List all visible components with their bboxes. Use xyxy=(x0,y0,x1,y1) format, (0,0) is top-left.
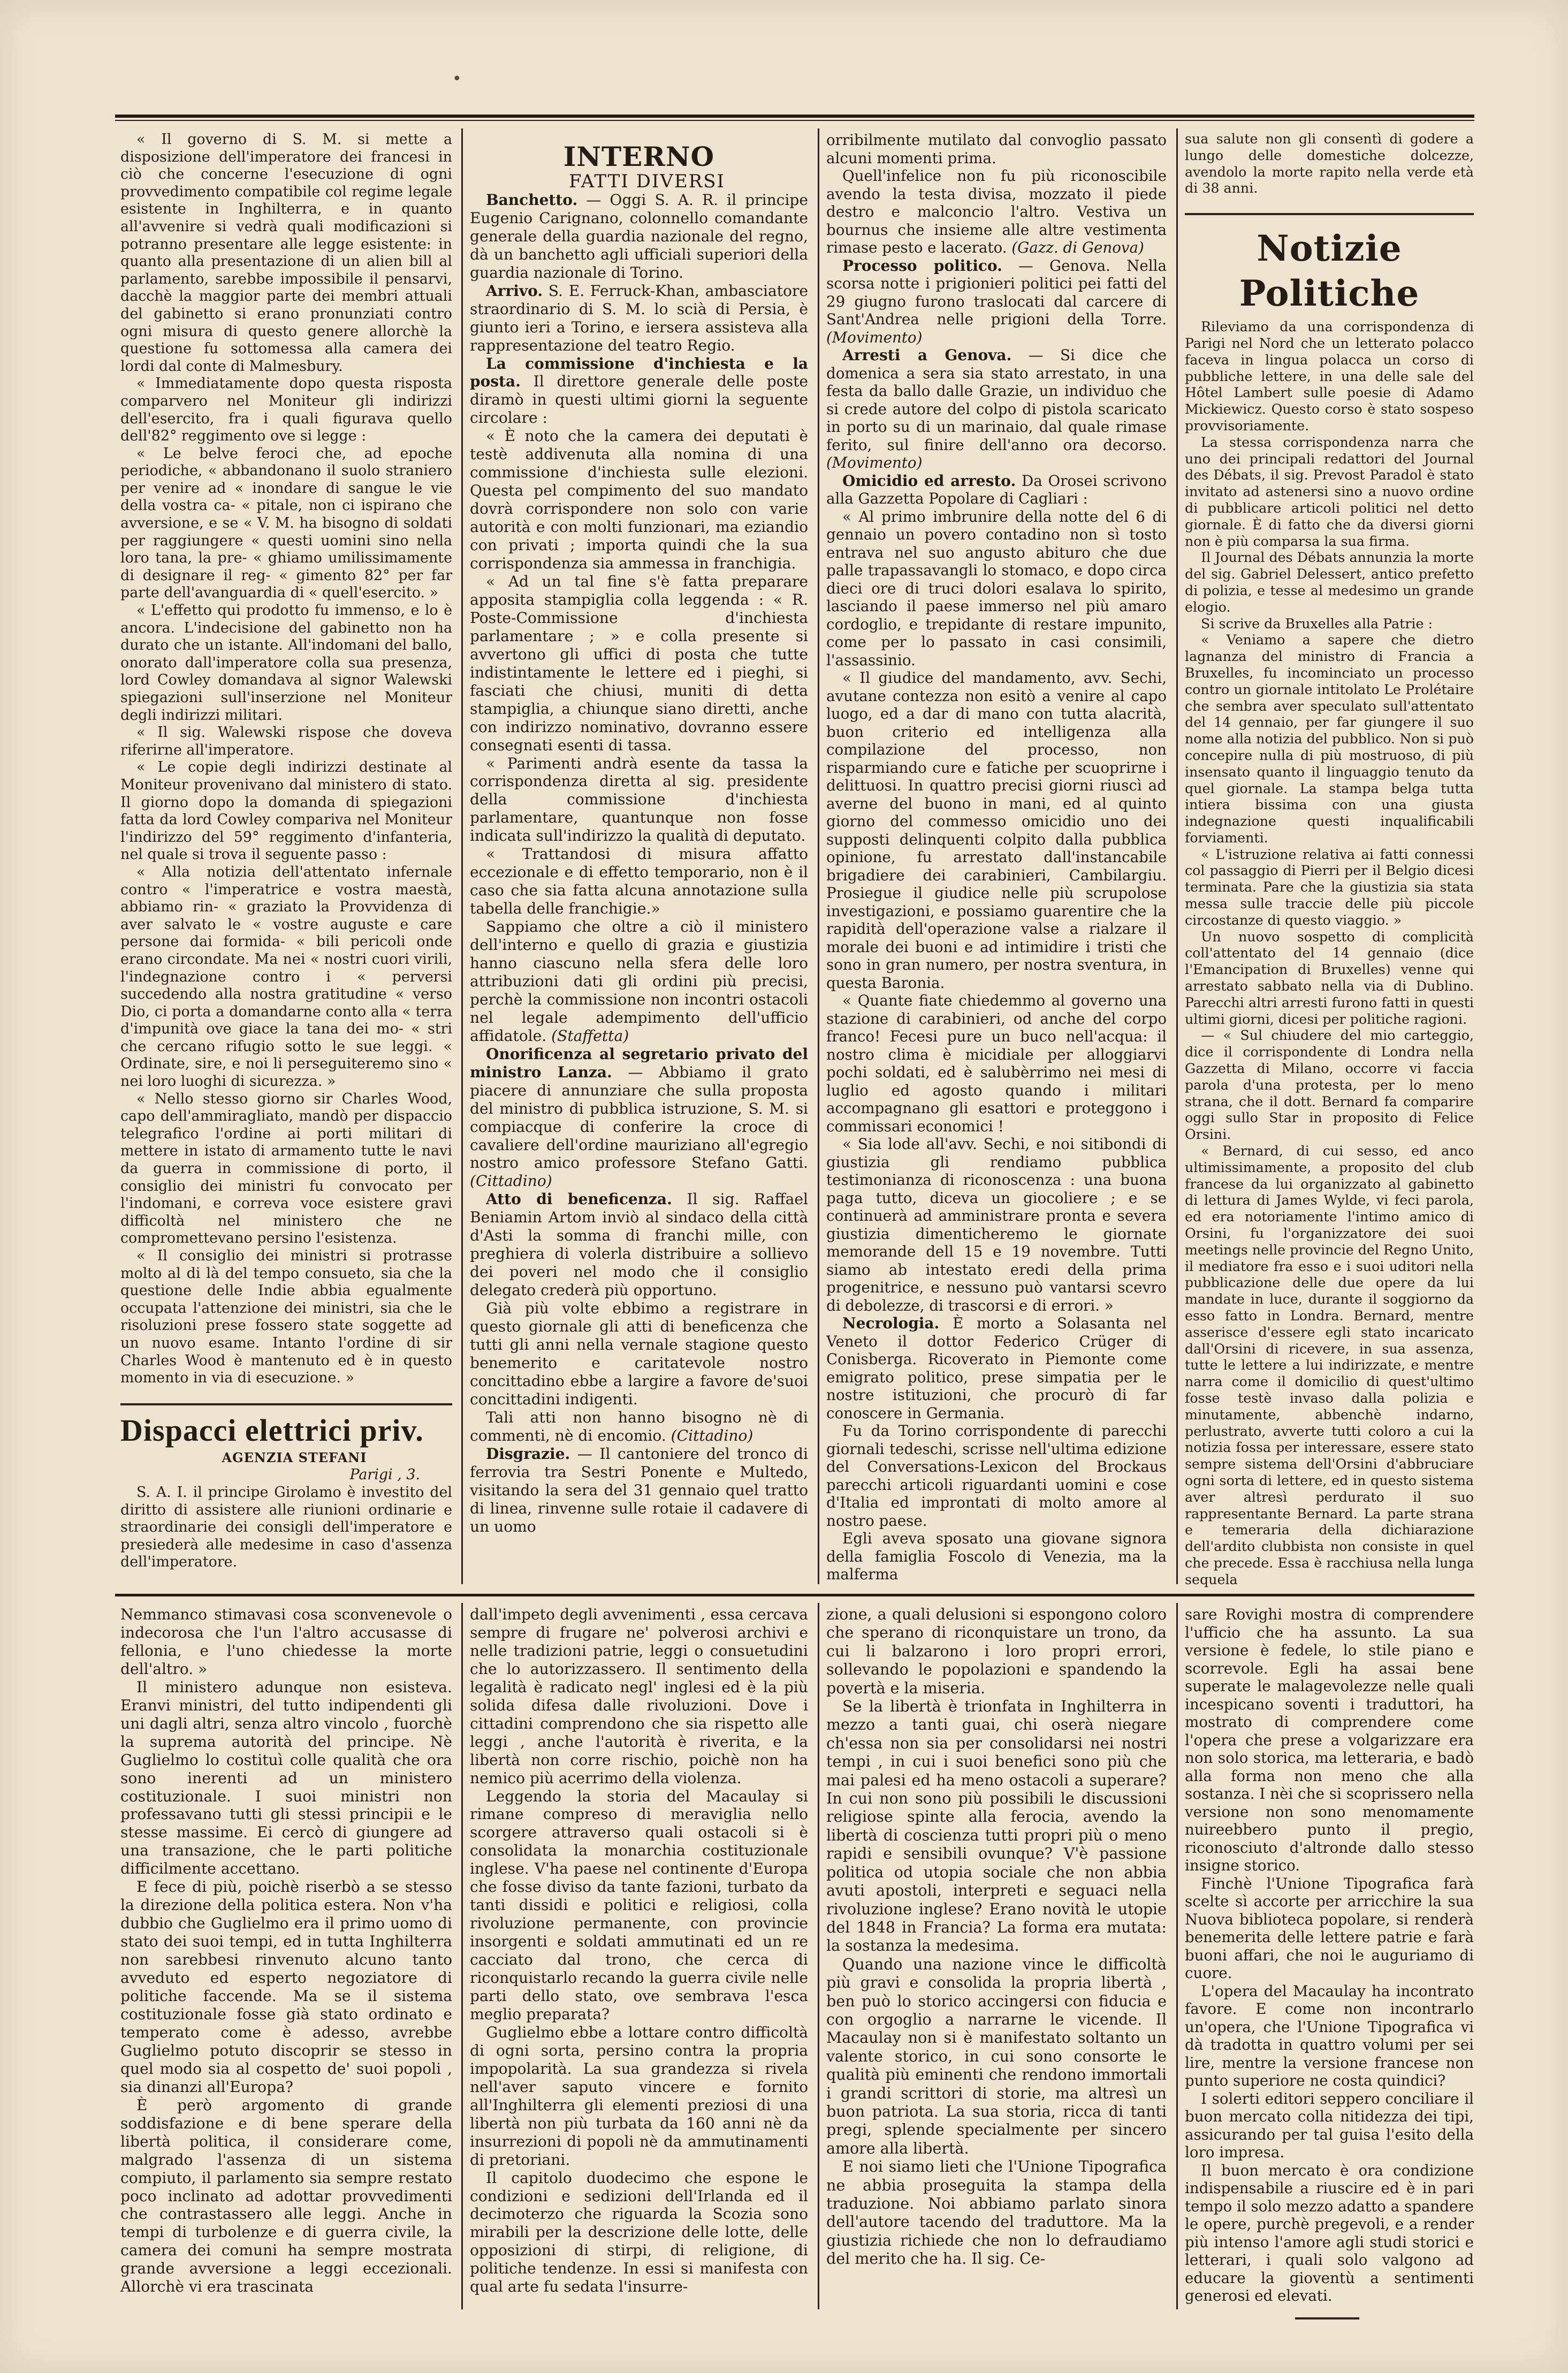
news-text: E noi siamo lieti che l'Unione Tipografica ne abbia proseguita la stampa della traduzione. Noi abbiamo parlato sinora dell'autore tacendo del traduttore. Ma la giustizia richiede che non lo defraudiamo del merito che ha. Il sig. Ce- xyxy=(826,2158,1167,2268)
news-text: Nemmanco stimavasi cosa sconvenevole o indecorosa che l'un l'altro accusasse di fellonia, e l'uno chiedesse la morte dell'altro. » xyxy=(120,1606,452,1678)
section-title-notizie-politiche: Notizie Politiche xyxy=(1239,227,1420,315)
news-item xyxy=(470,2024,808,2169)
news-text: Il capitolo duodecimo che espone le condizioni e sedizioni dell'Irlanda ed il decimoterzo che riguarda la Scozia sono mirabili per la descrizione delle lotte, delle opposizioni di stirpi, di religione, di politiche tendenze. In essi si manifesta con qual arte fu sedata l'insurre- xyxy=(470,2169,808,2296)
news-kicker: Onorificenza al segretario privato del ministro Lanza. xyxy=(470,1045,808,1081)
paragraph: Rileviamo da una corrispondenza di Parigi nel Nord che un letterato polacco faceva in lingua polacca un corso di pubbliche lettere, in una delle sale del Hôtel Lambert sulle poesie di Adamo Mickiewicz. Questo corso è stato sospeso provvisoriamente. xyxy=(1185,319,1474,433)
news-text: I solerti editori seppero conciliare il buon mercato colla nitidezza dei tipi, assicurando per tal guisa l'esito della loro impresa. xyxy=(1185,2089,1474,2161)
column-divider xyxy=(818,1603,819,2309)
column-divider xyxy=(461,128,463,1584)
news-item xyxy=(826,508,1167,670)
news-item xyxy=(470,845,808,918)
news-text: sare Rovighi mostra di comprendere l'ufficio che ha assunto. La sua versione è fedele, lo stile piano e scorrevole. Egli ha assai bene superate le malagevolezze nelle quali incespicano soventi i traduttori, ha mostrato di comprendere come l'opera che prese a volgarizzare era non solo storica, ma letteraria, e badò alla forma non meno che alla sostanza. I nèi che si scoprissero nella versione non sono menomamente nuireebbero punto il pregio, riconosciuto d'altronde dallo stesso insigne storico. xyxy=(1185,1606,1474,1874)
paragraph: Un nuovo sospetto di complicità coll'attentato del 14 gennaio (dice l'Emancipation di Bruxelles) venne qui arrestato sabbato nella via di Dublino. Parecchi altri arresti furono fatti in questi ultimi giorni, dicesi per politiche ragioni. xyxy=(1185,929,1474,1027)
news-item xyxy=(826,472,1167,508)
news-item xyxy=(470,1190,808,1299)
news-item xyxy=(826,1422,1167,1530)
paragraph: « Bernard, di cui sesso, ed anco ultimissimamente, a proposito del club francese da lui organizzato al gabinetto di lettura di James Wylde, vi feci parola, ed era notoriamente l'intimo amico di Orsini, fu l'organizzatore dei suoi meetings nelle provincie del Regno Unito, il mediatore fra esso e i suoi uditori nella pubblicazione delle due opere da lui mandate in luce, durante il soggiorno da esso fatto in Londra. Bernard, mentre asserisce d'essere egli stato incaricato dall'Orsini di ricevere, in sua assenza, tutte le lettere a lui indirizzate, e mentre narra come il domicilio di quest'ultimo fosse testè invaso dalla polizia e minutamente, abbenchè indarno, perlustrato, avverte tutti coloro a cui la notizia fossa per interessare, essere stato sempre sistema dell'Orsini d'abbruciare ogni sorta di lettere, ed in questo sistema aver altresì perdurato il suo rappresentante Bernard. La parte strana e temeraria della dichiarazione dell'ardito clubbista non consiste in quel che precede. Essa è racchiusa nella lunga sequela xyxy=(1185,1143,1474,1587)
news-item xyxy=(826,669,1167,992)
paragraph: Si scrive da Bruxelles alla Patrie : xyxy=(1201,615,1433,632)
news-text: Leggendo la storia del Macaulay si rimane compreso di meraviglia nello scorgere attraverso quali ostacoli si è consolidata la monarchia costituzionale inglese. V'ha paese nel continente d'Europa che fosse diviso da tante fazioni, turbato da tanti dissidi e politici e religiosi, colla rivoluzione permanente, con provincie insorgenti e soldati ammutinati ed un re cacciato dal trono, che cerca di riconquistarlo recando la guerra civile nelle parti dello stato, ove sembrava l'esca meglio preparata? xyxy=(470,1787,808,2023)
news-item xyxy=(470,282,808,355)
news-source: (Movimento) xyxy=(826,454,923,471)
news-item xyxy=(1185,2090,1474,2162)
news-text: « Sia lode all'avv. Sechi, e noi sitibondi di giustizia gli rendiamo pubblica testimonianza di riconoscenza : una buona paga tutto, diceva un giocoliere ; e se continuerà ad amministrare pronta e severa giustizia dimenticheremo le giornate memorande dell 15 e 19 novembre. Tutti siamo ab intestato eredi della prima progenitrice, e nessuno può vantarsi scevro di debolezze, di trascorsi e di errori. » xyxy=(826,1135,1167,1314)
paragraph: « Il sig. Walewski rispose che doveva riferirne all'imperatore. xyxy=(120,724,452,758)
news-item xyxy=(826,1956,1167,2158)
paragraph: Il Journal des Débats annunzia la morte del sig. Gabriel Delessert, antico prefetto di polizia, e tesse al medesimo un grande elogio. xyxy=(1185,550,1474,615)
political-news xyxy=(1185,319,1474,1588)
news-item xyxy=(826,992,1167,1135)
end-rule xyxy=(1295,2317,1359,2319)
news-item xyxy=(470,1606,808,1788)
news-text: E fece di più, poichè riserbò a se stesso la direzione della politica estera. Non v'ha dubbio che Guglielmo era il primo uomo di stato dei suoi tempi, ed in tutta Inghilterra non sarebbesi rinvenuto alcuno tanto avveduto ed esperto negoziatore di politiche faccende. Ma se il sistema costituzionale fosse già stato ordinato e temperato come è adesso, avrebbe Guglielmo potuto discoprir se stesso in quel modo sia al cospetto de' suoi popoli , sia dinanzi all'Europa? xyxy=(120,1878,452,2096)
paragraph: « Il consiglio dei ministri si protrasse molto al di là del tempo consueto, sia che la questione delle Indie abbia egualmente occupata l'attenzione dei ministri, sia che le risoluzioni prese fossero state soggette ad un nuovo esame. Intanto l'ordine di sir Charles Wood è mantenuto ed è in questo momento in via di esecuzione. » xyxy=(120,1248,452,1387)
news-item xyxy=(470,1409,808,1445)
news-text: È morto a Solasanta nel Veneto il dottor Federico Crüger di Conisberga. Ricoverato in Piemonte come emigrato politico, prese simpatia per le nostre istituzioni, che procurò di far conoscere in Germania. xyxy=(826,1314,1167,1422)
news-item xyxy=(470,2169,808,2296)
news-item xyxy=(120,1878,452,2096)
news-kicker: Processo politico. xyxy=(842,256,1002,275)
section-divider xyxy=(120,1403,452,1405)
dispacci-agency: AGENZIA STEFANI xyxy=(222,1449,367,1465)
top-rule xyxy=(115,115,1474,118)
paragraph: « Le belve feroci che, ad epoche periodiche, « abbandonano il suolo straniero per venire ad « inondare di sangue le vie della vostra ca- « pitale, non ci ispirano che avversione, e se « V. M. ha bisogno di soldati per raggiungere « questi uomini sino nella loro tana, la pre- « ghiamo umilissimamente di designare il reg- « gimento 82° per far parte dell'avanguardia di « quell'esercito. » xyxy=(120,445,452,602)
news-item xyxy=(120,2096,452,2296)
column-divider xyxy=(1176,128,1178,1584)
dispacci-title: Dispacci elettrici priv. xyxy=(120,1412,424,1448)
news-item xyxy=(470,355,808,428)
news-text: « Al primo imbrunire della notte del 6 di gennaio un povero contadino non sì tosto entrava nel suo angusto abituro che due palle trapassavangli lo stomaco, e dopo circa dieci ore di truci dolori esalava lo spirito, lasciando il paese immerso nel più amaro cordoglio, e trepidante di restare impunito, come per lo passato in casi consimili, l'assassinio. xyxy=(826,507,1167,669)
news-item xyxy=(826,167,1167,257)
news-item xyxy=(826,1135,1167,1314)
news-text: — Abbiamo il grato piacere di annunziare che sulla proposta del ministro di pubblica istruzione, S. M. si compiacque di conferire la croce di cavaliere dell'ordine mauriziano all'egregio nostro amico professore Stefano Gatti. xyxy=(470,1063,808,1172)
page-mark: • xyxy=(452,70,462,88)
news-item xyxy=(826,1698,1167,1956)
news-item xyxy=(826,1314,1167,1422)
news-item xyxy=(826,346,1167,472)
paragraph: « Le copie degli indirizzi destinate al Moniteur provenivano dal ministero di stato. Il giorno dopo la domanda di spiegazioni fatta da lord Cowley compariva nel Moniteur l'indirizzo del 59° reggimento d'infanteria, nel quale si trova il seguente passo : xyxy=(120,759,452,863)
news-text: Il direttore generale delle poste diramò in questi ultimi giorni la seguente circolare : xyxy=(470,372,808,427)
news-text: Il sig. Raffael Beniamin Artom inviò al sindaco della città d'Asti la somma di franchi mille, con preghiera di volerla distribuire a sollievo dei poveri nel modo che il consiglio delegato crederà più opportuno. xyxy=(470,1190,808,1299)
column-1-top xyxy=(120,131,452,1589)
paragraph: « Immediatamente dopo questa risposta comparvero nel Moniteur gli indirizzi dell'esercito, fra i quali figurava quello dell'82° reggimento ove si legge : xyxy=(120,375,452,445)
section-subtitle: FATTI DIVERSI xyxy=(569,171,725,192)
news-item xyxy=(1185,1606,1474,1875)
news-text: L'opera del Macaulay ha incontrato favore. E come non incontrarlo un'opera, che l'Unione Tipografica vi dà tradotta in quattro volumi per sei lire, mentre la versione francese non punto superiore ne costa quindici? xyxy=(1185,1982,1474,2089)
news-item xyxy=(470,191,808,282)
news-item xyxy=(470,1788,808,2024)
news-text: Finchè l'Unione Tipografica farà scelte sì accorte per arricchire la sua Nuova biblioteca popolare, si renderà benemerita delle lettere patrie e farà buoni affari, che noi le auguriamo di cuore. xyxy=(1185,1874,1474,1982)
news-kicker: La commissione d'inchiesta e la posta. xyxy=(470,354,808,391)
news-item xyxy=(120,1678,452,1878)
news-item xyxy=(826,1530,1167,1584)
column-2-bottom xyxy=(470,1606,808,2312)
news-item xyxy=(470,573,808,755)
news-text: È però argomento di grande soddisfazione e di bene sperare della libertà politica, il considerare come, malgrado l'assenza di un sistema compiuto, il parlamento sia sempre restato poco inclinato ad adottar provvedimenti che contrastassero alle leggi. Anche in tempi di turbolenze e di guerra civile, la camera dei comuni ha sempre mostrata grande avversione a leggi eccezionali. Allorchè vi era trascinata xyxy=(120,2096,452,2296)
news-kicker: Banchetto. xyxy=(486,191,578,209)
news-text: « Il giudice del mandamento, avv. Sechi, avutane contezza non esitò a venire al capo luogo, ed a dar di mano con tutta alacrità, buon criterio ed intelligenza alla compilazione del processo, non risparmiando cure e fatiche per scuoprirne i delittuosi. In quattro precisi giorni riuscì ad averne del buono in mani, ed al quinto giorno del commesso omicidio uno dei supposti delinquenti colpito dalla pubblica opinione, fu arrestato dall'instancabile brigadiere dei carabinieri, Cambilargiu. Prosiegue il giudice nelle più scrupolose investigazioni, e possiamo guarentire che la rapidità dell'operazione valse a rialzare il morale dei buoni e ad intimidire i tristi che sono in gran numero, per nostra sventura, in questa Baronia. xyxy=(826,669,1167,992)
news-kicker: Arrivo. xyxy=(486,282,543,300)
dispacci-text: S. A. I. il principe Girolamo è investito del diritto di assistere alle riunioni ordinarie e straordinarie dei consigli dell'imperatore e presiederà alle medesime in caso d'assenza dell'imperatore. xyxy=(120,1484,452,1571)
section-title-interno: INTERNO xyxy=(563,141,715,172)
paragraph: « Veniamo a sapere che dietro lagnanza del ministro di Francia a Bruxelles, fu incominciato un processo contro un giornale intitolato Le Prolétaire che sembra aver speculato sull'attentato del 14 gennaio, per far giungere il suo nome alla notizia del pubblico. Non si può concepire nulla di più mostruoso, di più insensato quanto il linguaggio tenuto da quel giornale. La stampa belga tutta intiera bissima con una giusta indegnazione questi inqualificabili forviamenti. xyxy=(1185,632,1474,846)
news-item xyxy=(1185,2162,1474,2305)
news-text: Sappiamo che oltre a ciò il ministero dell'interno e quello di grazia e giustizia hanno ciascuno nella sfera delle loro attribuzioni dati gli ordini più precisi, perchè la commissione non incontri ostacoli nel legale adempimento dell'ufficio affidatole. xyxy=(470,918,808,1045)
news-text: — Il cantoniere del tronco di ferrovia tra Sestri Ponente e Multedo, visitando la sera del 31 gennaio quel tratto di linea, rinvenne sulle rotaie il cadavere di un uomo xyxy=(470,1444,808,1535)
news-text: — Si dice che domenica a sera sia stato arrestato, in una festa da ballo dalle Grazie, un individuo che si crede autore del colpo di pistola scaricato in porto su di un marinaio, dal quale rimase ferito, sul finire dell'anno ora decorso. xyxy=(826,346,1167,454)
news-item xyxy=(470,1045,808,1191)
paragraph: — « Sul chiudere del mio carteggio, dice il corrispondente di Londra nella Gazzetta di Milano, occorre vi faccia parola d'una protesta, per lo meno strana, che il dott. Bernard fa comparire oggi sullo Star in proposito di Felice Orsini. xyxy=(1185,1028,1474,1143)
news-text: Quell'infelice non fu più riconoscibile avendo la testa divisa, mozzato il piede destro e malconcio l'altro. Vestiva un bournus che insieme alle altre vestimenta rimase pesto e lacerato. xyxy=(826,167,1167,256)
column-4-bottom xyxy=(1185,1606,1474,2312)
news-text: — Oggi S. A. R. il principe Eugenio Carignano, colonnello comandante generale della guardia nazionale del regno, dà un banchetto agli ufficiali superiori della guardia nazionale di Torino. xyxy=(470,191,808,282)
news-text: Il buon mercato è ora condizione indispensabile a riuscire ed è in pari tempo il solo mezzo adatto a spandere le opere, purchè pregevoli, e a render più intenso l'amore agli studi storici e letterari, i quali solo valgono ad educare la gioventù a sentimenti generosi ed elevati. xyxy=(1185,2161,1474,2304)
news-kicker: Omicidio ed arresto. xyxy=(842,471,1016,490)
news-item xyxy=(826,257,1167,347)
column-divider xyxy=(461,1603,463,2309)
news-item xyxy=(826,1606,1167,1698)
top-rule-thin xyxy=(115,120,1474,121)
news-source: (Cittadino) xyxy=(470,1172,552,1190)
news-item xyxy=(470,918,808,1045)
news-text: « Ad un tal fine s'è fatta preparare apposita stampiglia colla leggenda : « R. Poste-Commissione d'inchiesta parlamentare ; » e colla presente si avvertono gli uffici di posta che tutte indistintamente le lettere ed i pieghi, si fasciati che chiusi, muniti di detta stampiglia, a chiunque siano diretti, anche con indirizzo nominativo, dovranno essere consegnati esenti di tassa. xyxy=(470,572,808,754)
news-text: dall'impeto degli avvenimenti , essa cercava sempre di frugare ne' polverosi archivi e nelle tradizioni patrie, leggi o consuetudini che lo autorizzassero. Il sentimento della legalità è radicato negl' inglesi ed è la più solida difesa dalle rivoluzioni. Dove i cittadini comprendono che sia rispetto alle leggi , anche l'autorità è riverita, e la libertà non corre rischio, poichè non ha nemico più acerrimo della violenza. xyxy=(470,1606,808,1787)
column-4-top xyxy=(1185,131,1474,1589)
news-text: — Genova. Nella scorsa notte i prigionieri politici pei fatti del 29 giugno furono traslocati dal carcere di Sant'Andrea nelle prigioni della Torre. xyxy=(826,256,1167,328)
news-text: Tali atti non hanno bisogno nè di commenti, nè di encomio. xyxy=(470,1408,808,1444)
news-text: Se la libertà è trionfata in Inghilterra in mezzo a tanti guai, chi oserà niegare ch'essa non sia per consolidarsi nei nostri tempi , in cui i suoi benefici sono più che mai palesi ed ha meno ostacoli a superare? In cui non sono più possibili le discussioni religiose spinte alla ferocia, avendo la libertà di coscienza tutti propri più o meno rapidi e sensibili ovunque? V'è passione politica od utopia sociale che non abbia avuti apostoli, interpreti e seguaci nella rivoluzione inglese? Erano novità le utopie del 1848 in Francia? La forma era mutata: la sostanza la medesima. xyxy=(826,1698,1167,1955)
news-item xyxy=(470,1445,808,1536)
news-source: (Staffetta) xyxy=(551,1026,629,1045)
news-item xyxy=(826,2158,1167,2268)
news-text: Guglielmo ebbe a lottare contro difficoltà di ogni sorta, persino contra la propria impopolarità. La sua grandezza si rivela nell'aver saputo vincere e fornito all'Inghilterra gli elementi preziosi di una libertà non più turbata da 160 anni nè da insurrezioni di popoli nè da ammutinamenti di pretoriani. xyxy=(470,2023,808,2169)
paragraph: « Alla notizia dell'attentato infernale contro « l'imperatrice e vostra maestà, abbiamo rin- « graziato la Provvidenza di aver salvato le « vostre auguste e care persone dai formida- « bili pericoli onde erano circondate. Ma nei « nostri cuori virili, l'indegnazione contro i « perversi succedendo alla nostra gratitudine « verso Dio, ci porta a domandarne conto alla « terra d'impunità ove giace la tana dei mo- « stri che cercano rifugio sotto le sue leggi. « Ordinate, sire, e noi li perseguiteremo sino « nei loro luoghi di sicurezza. » xyxy=(120,863,452,1090)
news-text: « Parimenti andrà esente da tassa la corrispondenza diretta al sig. presidente della commissione d'inchiesta parlamentare, quantunque non fosse indicata sull'indirizzo la qualità di deputato. xyxy=(470,754,808,845)
section-divider xyxy=(1185,213,1474,215)
news-item xyxy=(470,755,808,846)
news-source: (Cittadino) xyxy=(671,1426,753,1444)
news-text: orribilmente mutilato dal convoglio passato alcuni momenti prima. xyxy=(826,131,1167,167)
news-item xyxy=(120,1606,452,1678)
column-3-top xyxy=(826,131,1167,1589)
column-divider xyxy=(818,128,819,1584)
news-text: Egli aveva sposato una giovane signora della famiglia Foscolo di Venezia, ma la malferma xyxy=(826,1530,1167,1583)
news-text: « È noto che la camera dei deputati è testè addivenuta alla nomina di una commissione d'inchiesta sulle elezioni. Questa pel compimento del suo mandato dovrà corrispondere non solo con varie autorità e con molti funzionari, ma eziandio con privati ; importa quindi che la sua corrispondenza sia ammessa in franchigia. xyxy=(470,427,808,573)
paragraph: « L'effetto qui prodotto fu immenso, e lo è ancora. L'indecisione del gabinetto non ha durato che un istante. All'indomani del ballo, onorato dall'imperatore colla sua presenza, lord Cowley domandava al signor Walewski spiegazioni sull'inserzione nel Moniteur degli indirizzi militari. xyxy=(120,602,452,724)
news-kicker: Atto di beneficenza. xyxy=(486,1190,672,1208)
news-text: Il ministero adunque non esisteva. Eranvi ministri, del tutto indipendenti gli uni dagli altri, senza altro vincolo , fuorchè la suprema autorità del principe. Nè Guglielmo lo costituì colle qualità che ora sono inerenti ad un ministero costituzionale. I suoi ministri non professavano tutti gli stessi principii e le stesse massime. Ei cercò di giungere ad una transazione, che le parti politiche difficilmente accettano. xyxy=(120,1678,452,1878)
news-kicker: Arresti a Genova. xyxy=(842,346,1012,364)
news-item xyxy=(1185,1875,1474,1982)
news-text: Fu da Torino corrispondente di parecchi giornali tedeschi, scrisse nell'ultima edizione del Conversations-Lexicon del Brockaus parecchi articoli riguardanti uomini e cose d'Italia ed improntati di molto amore al nostro paese. xyxy=(826,1422,1167,1530)
news-item xyxy=(470,427,808,573)
news-text: « Trattandosi di misura affatto eccezionale e di effetto temporario, non è il caso che sia fatta alcuna annotazione sulla tabella delle franchigie.» xyxy=(470,845,808,918)
news-text: « Quante fiate chiedemmo al governo una stazione di carabinieri, od anche del corpo franco! Fecesi pure un buco nell'acqua: il nostro clima è micidiale per alloggiarvi pochi soldati, ed è salubèrrimo nei mesi di luglio ed agosto quando i militari accompagnano gli esattori e proteggono i commissari economici ! xyxy=(826,992,1167,1135)
news-text: S. E. Ferruck-Khan, ambasciatore straordinario di S. M. lo scià di Persia, è giunto ieri a Torino, e iersera assisteva alla rappresentazione del teatro Regio. xyxy=(470,282,808,354)
paragraph: « Nello stesso giorno sir Charles Wood, capo dell'ammiragliato, mandò per dispaccio telegrafico l'ordine ai porti militari di mettere in istato di armamento tutte le navi da guerra in commissione di porto, il consiglio dei ministri fu convocato per l'indomani, e correva voce esistere gravi difficoltà nel ministero che ne compromettevano persino l'esistenza. xyxy=(120,1090,452,1247)
necrology-continuation: sua salute non gli consentì di godere a lungo delle domestiche dolcezze, avendolo la morte rapito nella verde età di 38 anni. xyxy=(1185,131,1474,196)
news-item xyxy=(1185,1982,1474,2090)
news-item xyxy=(826,131,1167,167)
news-items xyxy=(470,191,808,1536)
column-2-top xyxy=(470,131,808,1589)
political-letter xyxy=(120,131,452,1387)
dispacci-dateline: Parigi , 3. xyxy=(349,1466,420,1484)
news-kicker: Necrologia. xyxy=(842,1314,940,1332)
paragraph: « Il governo di S. M. si mette a disposizione dell'imperatore dei francesi in ciò che concerne l'esecuzione di ogni provvedimento compatibile col regime legale esistente in Inghilterra, e in quanto all'avvenire si vedrà quali modificazioni si potranno presentare alle legge esistente: in quanto alla presentazione di un alien bill al parlamento, sarebbe impossibile il pensarvi, dacchè la maggior parte dei membri attuali del gabinetto si erano pronunziati contro ogni misura di questo genere allorchè la questione fu sottomessa alla camera dei lordi dal conte di Malmesbury. xyxy=(120,131,452,375)
column-3-bottom xyxy=(826,1606,1167,2312)
news-source: (Gazz. di Genova) xyxy=(1011,239,1144,256)
news-text: Quando una nazione vince le difficoltà più gravi e consolida la propria libertà , ben può lo storico accingersi con fiducia e con orgoglio a narrarne le vicende. Il Macaulay non si è manifestato soltanto un valente storico, in cui sono consorte le qualità più eminenti che rendono immortali i grandi scrittori di storie, ma altresì un buon patriota. La sua storia, ricca di tanti pregi, splende specialmente per sincero amore alla libertà. xyxy=(826,1955,1167,2157)
news-source: (Movimento) xyxy=(826,328,923,346)
news-text: Da Orosei scrivono alla Gazzetta Popolare di Cagliari : xyxy=(826,471,1167,507)
paragraph: « L'istruzione relativa ai fatti connessi col passaggio di Pierri per il Belgio dicesi terminata. Pare che la giustizia sia stata messa sulle traccie delle più piccole circostanze di questo viaggio. » xyxy=(1185,846,1474,928)
news-items xyxy=(826,131,1167,1584)
news-text: zione, a quali delusioni si espongono coloro che sperano di riconquistare un trono, da cui li balzarono i loro propri errori, sollevando le popolazioni e spandendo la povertà e la miseria. xyxy=(826,1606,1167,1697)
paragraph: La stessa corrispondenza narra che uno dei principali redattori del Journal des Débats, il sig. Prevost Paradol è stato invitato ad astenersi sino a nuovo ordine di pubblicare articoli politici nel detto giornale. È di fatto che da diversi giorni non è più comparsa la sua firma. xyxy=(1185,434,1474,549)
news-kicker: Disgrazie. xyxy=(486,1444,570,1463)
news-text: Già più volte ebbimo a registrare in questo giornale gli atti di beneficenza che tutti gli anni nella vernale stagione questo benemerito e caritatevole nostro concittadino ebbe a largire a favore de'suoi concittadini indigenti. xyxy=(470,1299,808,1408)
middle-rule xyxy=(115,1594,1474,1596)
column-1-bottom xyxy=(120,1606,452,2312)
column-divider xyxy=(1176,1603,1178,2309)
news-item xyxy=(470,1299,808,1409)
